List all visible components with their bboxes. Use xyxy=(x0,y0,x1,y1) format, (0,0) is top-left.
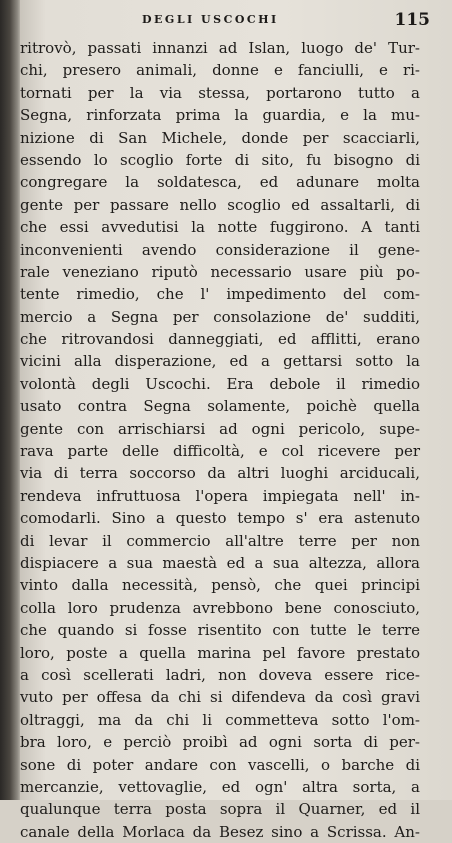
text-line: vuto per offesa da chi si difendeva da così gravi xyxy=(20,688,420,707)
text-line: essendo lo scoglio forte di sito, fu bisogno di xyxy=(20,150,420,169)
text-line: gente per passare nello scoglio ed assaltarli, di xyxy=(20,195,420,214)
text-line: mercanzie, vettovaglie, ed ogn' altra sorta, a xyxy=(20,777,420,796)
text-line: inconvenienti avendo considerazione il gene- xyxy=(20,240,420,259)
text-line: rendeva infruttuosa l'opera impiegata nell' in- xyxy=(20,486,420,505)
text-line: Segna, rinforzata prima la guardia, e la mu- xyxy=(20,106,420,125)
text-line: tente rimedio, che l' impedimento del com- xyxy=(20,285,420,304)
running-head: DEGLI USCOCHI xyxy=(142,13,279,26)
text-line: che quando si fosse risentito con tutte le terre xyxy=(20,621,420,640)
text-line: a così scellerati ladri, non doveva essere rice- xyxy=(20,665,420,684)
text-line: rava parte delle difficoltà, e col ricevere per xyxy=(20,442,420,461)
text-line: vicini alla disperazione, ed a gettarsi sotto la xyxy=(20,352,420,371)
text-line: chi, presero animali, donne e fanciulli, e ri- xyxy=(20,61,420,80)
text-line: vinto dalla necessità, pensò, che quei principi xyxy=(20,576,420,595)
page-header xyxy=(20,10,440,32)
text-line: colla loro prudenza avrebbono bene conosciuto, xyxy=(20,598,420,617)
text-line: gente con arrischiarsi ad ogni pericolo, supe- xyxy=(20,419,420,438)
text-line: usato contra Segna solamente, poichè quella xyxy=(20,397,420,416)
text-line: loro, poste a quella marina pel favore prestato xyxy=(20,643,420,662)
text-line: canale della Morlaca da Besez sino a Scrissa. An- xyxy=(20,822,420,841)
text-line: bra loro, e perciò proibì ad ogni sorta di per- xyxy=(20,733,420,752)
text-line: oltraggi, ma da chi li commetteva sotto l'om- xyxy=(20,710,420,729)
text-line: rale veneziano riputò necessario usare più po- xyxy=(20,262,420,281)
text-line: che essi avvedutisi la notte fuggirono. A tanti xyxy=(20,218,420,237)
text-line: mercio a Segna per consolazione de' sudditi, xyxy=(20,307,420,326)
text-line: dispiacere a sua maestà ed a sua altezza, allora xyxy=(20,553,420,572)
text-line: volontà degli Uscochi. Era debole il rimedio xyxy=(20,374,420,393)
text-line: via di terra soccorso da altri luoghi arciducali, xyxy=(20,464,420,483)
text-line: di levar il commercio all'altre terre per non xyxy=(20,531,420,550)
book-page xyxy=(20,0,452,841)
text-line: che ritrovandosi danneggiati, ed afflitti, erano xyxy=(20,330,420,349)
text-line: sone di poter andare con vascelli, o barche di xyxy=(20,755,420,774)
book-gutter xyxy=(0,0,22,800)
text-line: congregare la soldatesca, ed adunare molta xyxy=(20,173,420,192)
text-line: ritrovò, passati innanzi ad Islan, luogo de' Tur- xyxy=(20,39,420,57)
text-line: tornati per la via stessa, portarono tutto a xyxy=(20,83,420,102)
text-line: qualunque terra posta sopra il Quarner, ed il xyxy=(20,800,420,819)
page-number: 115 xyxy=(394,10,430,30)
text-line: comodarli. Sino a questo tempo s' era astenuto xyxy=(20,509,420,528)
body-text xyxy=(20,37,420,843)
text-line: nizione di San Michele, donde per scacciarli, xyxy=(20,128,420,147)
